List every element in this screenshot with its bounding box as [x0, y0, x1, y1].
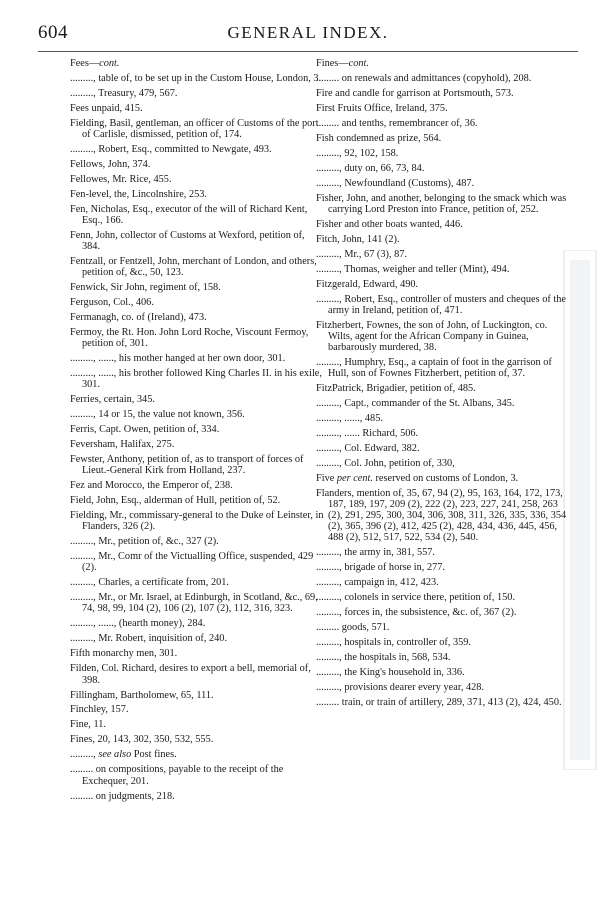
index-entry-text: Fines, 20, 143, 302, 350, 532, 555. [70, 734, 214, 746]
index-entry-text: Fees unpaid, 415. [70, 102, 143, 114]
index-entry-text: ........., colonels in service there, petition of, 150. [316, 592, 516, 604]
index-entry-text: Fitzherbert, Fownes, the son of John, of Luckington, co. Wilts, agent for the African Company in Guinea, barbarously murdered, 38. [316, 319, 548, 354]
index-entry [316, 320, 571, 353]
index-entry [70, 690, 325, 701]
index-entry-text: ........., 92, 102, 158. [316, 147, 399, 159]
index-entry [316, 249, 571, 260]
index-entry [70, 663, 325, 685]
index-entry-text: ........., provisions dearer every year, 428. [316, 682, 485, 694]
index-entry [70, 312, 325, 323]
index-entry-text: ........., Col. John, petition of, 330, [316, 458, 455, 470]
index-entry-text: First Fruits Office, Ireland, 375. [316, 102, 448, 114]
index-entry [70, 551, 325, 573]
index-entry [70, 424, 325, 435]
running-head: GENERAL INDEX. [227, 23, 389, 42]
index-entry [70, 719, 325, 730]
index-entry-tail: reserved on customs of London, 3. [372, 473, 519, 485]
index-entry-text: ........., ......, 485. [316, 413, 383, 425]
index-entry [70, 144, 325, 155]
index-entry-text: ........., Capt., commander of the St. Albans, 345. [316, 398, 515, 410]
index-entry-text: ........., the King's household in, 336. [316, 667, 465, 679]
index-entry-text: ........., brigade of horse in, 277. [316, 562, 445, 574]
index-entry [70, 282, 325, 293]
index-entry [70, 577, 325, 588]
index-entry-text: FitzPatrick, Brigadier, petition of, 485. [316, 383, 476, 395]
index-entry-text: Filden, Col. Richard, desires to export a bell, memorial of, 398. [70, 663, 311, 686]
index-entry [316, 193, 571, 215]
index-entry-text: Fees— [70, 58, 100, 69]
index-entry-text: ........., ......, his mother hanged at her own door, 301. [70, 353, 286, 365]
index-entry [70, 536, 325, 547]
index-entry-text: ........., Treasury, 479, 567. [70, 87, 178, 99]
index-entry-text: Fielding, Mr., commissary-general to the Duke of Leinster, in Flanders, 326 (2). [70, 510, 324, 533]
index-entry-text: ........., ......, his brother followed King Charles II. in his exile, 301. [70, 368, 322, 391]
index-entry-text: Fifth monarchy men, 301. [70, 648, 178, 660]
index-entry [316, 383, 571, 394]
index-entry [316, 667, 571, 678]
index-entry-text: ........., forces in, the subsistence, &c. of, 367 (2). [316, 607, 517, 619]
index-entry [316, 443, 571, 454]
index-entry-italic: cont. [99, 58, 120, 69]
index-entry-text: ........., table of, to be set up in the Custom House, London, 3. [70, 72, 322, 84]
index-entry [70, 409, 325, 420]
index-entry [70, 189, 325, 200]
index-entry-text: Fen-level, the, Lincolnshire, 253. [70, 188, 207, 200]
index-entry-text: Ferries, certain, 345. [70, 394, 155, 406]
index-entry [70, 368, 325, 390]
index-entry-text: Fewster, Anthony, petition of, as to transport of forces of Lieut.-General Kirk from Holland, 237. [70, 454, 304, 477]
index-entry [316, 279, 571, 290]
index-entry [70, 592, 325, 614]
index-entry-text: ........., Mr., 67 (3), 87. [316, 248, 407, 260]
index-entry-text: ........., the army in, 381, 557. [316, 547, 435, 559]
index-entry [316, 488, 571, 543]
index-entry [316, 562, 571, 573]
index-entry-text: ........., [70, 749, 99, 761]
index-entry [316, 413, 571, 424]
index-entry-text: Fentzall, or Fentzell, John, merchant of London, and others, petition of, &c., 50, 123. [70, 256, 317, 279]
index-entry [70, 704, 325, 715]
index-entry [70, 73, 325, 84]
index-entry [316, 428, 571, 439]
index-entry-text: Fermoy, the Rt. Hon. John Lord Roche, Viscount Fermoy, petition of, 301. [70, 327, 309, 350]
index-entry-text: ......... and tenths, remembrancer of, 36. [316, 117, 478, 129]
index-entry-text: Fines— [316, 58, 349, 69]
index-entry-text: Fez and Morocco, the Emperor of, 238. [70, 480, 233, 492]
index-entry [316, 234, 571, 245]
index-entry-text: Feversham, Halifax, 275. [70, 439, 175, 451]
index-entry-text: ......... on judgments, 218. [70, 790, 175, 802]
page-header [38, 22, 578, 44]
index-entry-text: ........., Mr., Comr of the Victualling Office, suspended, 429 (2). [70, 551, 314, 574]
index-entry-text: Finchley, 157. [70, 704, 129, 716]
index-entry [316, 547, 571, 558]
index-entry-text: ........., Humphry, Esq., a captain of foot in the garrison of Hull, son of Fownes Fitzherbert, petition of, 37. [316, 357, 552, 380]
index-entry-text: ......... on renewals and admittances (copyhold), 208. [316, 72, 532, 84]
index-entry-text: ......... train, or train of artillery, 289, 371, 413 (2), 424, 450. [316, 697, 562, 709]
index-entry-text: Ferguson, Col., 406. [70, 297, 154, 309]
index-entry [316, 357, 571, 379]
index-entry-text: Fitzgerald, Edward, 490. [316, 278, 419, 290]
index-entry-text: ........., Thomas, weigher and teller (Mint), 494. [316, 263, 510, 275]
index-entry [316, 219, 571, 230]
index-entry [316, 133, 571, 144]
index-entry [316, 103, 571, 114]
index-entry-text: ........., campaign in, 412, 423. [316, 577, 439, 589]
index-entry-text: ........., ...... Richard, 506. [316, 428, 419, 440]
index-entry-text: ........., duty on, 66, 73, 84. [316, 162, 425, 174]
index-entry-text: ......... goods, 571. [316, 622, 390, 634]
index-entry-text: ........., Charles, a certificate from, 201. [70, 577, 229, 589]
index-entry [70, 297, 325, 308]
index-entry [316, 88, 571, 99]
index-entry [316, 178, 571, 189]
index-entry [70, 439, 325, 450]
index-entry [70, 618, 325, 629]
index-entry [70, 88, 325, 99]
page-number: 604 [38, 22, 68, 43]
index-entry-text: Fielding, Basil, gentleman, an officer of Customs of the port of Carlisle, dismissed, petition of, 174. [70, 117, 319, 141]
index-entry [70, 510, 325, 532]
index-entry-italic: cont. [348, 58, 369, 69]
index-entry-text: Fillingham, Bartholomew, 65, 111. [70, 689, 214, 701]
index-entry-text: Flanders, mention of, 35, 67, 94 (2), 95, 163, 164, 172, 173, 187, 189, 197, 209 (2), 222 (2), 223, 227, 241, 258, 263 (2), 291, 295, 300, 304, 306, 308, 311, 326, 335, 336, 354 (2), 365, 396 (2), 412, 425 (2), 428, 434, 436, 445, 456, 488 (2), 512, 517, 522, 534 (2), 540. [316, 488, 567, 544]
index-entry [70, 734, 325, 745]
index-entry-text: Fellowes, Mr. Rice, 455. [70, 173, 172, 185]
index-entry-text: Fire and candle for garrison at Portsmouth, 573. [316, 87, 514, 99]
index-entry-text: Fish condemned as prize, 564. [316, 132, 442, 144]
index-entry-italic: per cent. [336, 473, 373, 485]
index-entry-text: Ferris, Capt. Owen, petition of, 334. [70, 424, 220, 436]
index-entry [70, 749, 325, 760]
index-entry-text: Fitch, John, 141 (2). [316, 233, 400, 245]
index-entry [70, 327, 325, 349]
index-entry [316, 118, 571, 129]
index-entry-text: ........., the hospitals in, 568, 534. [316, 652, 451, 664]
index-entry-text: Fisher and other boats wanted, 446. [316, 218, 463, 230]
index-entry [316, 652, 571, 663]
index-entry-text: ........., Robert, Esq., committed to Newgate, 493. [70, 144, 272, 156]
index-entry [70, 174, 325, 185]
index-entry [316, 264, 571, 275]
index-entry-text: Fine, 11. [70, 719, 106, 731]
index-entry-text: Fellows, John, 374. [70, 159, 151, 170]
library-stamp-watermark [560, 250, 600, 770]
index-entry [316, 58, 571, 69]
index-entry [70, 495, 325, 506]
index-entry-text: ........., Newfoundland (Customs), 487. [316, 177, 475, 189]
index-entry [316, 73, 571, 84]
index-entry-text: Fenn, John, collector of Customs at Wexford, petition of, 384. [70, 230, 305, 253]
index-entry [316, 682, 571, 693]
index-entry [316, 697, 571, 708]
index-entry-text: ........., Mr., or Mr. Israel, at Edinburgh, in Scotland, &c., 69, 74, 98, 99, 104 (2), 106 (2), 107 (2), 112, 316, 323. [70, 592, 318, 615]
index-entry [316, 294, 571, 316]
index-entry [316, 398, 571, 409]
index-entry [70, 633, 325, 644]
index-entry [316, 607, 571, 618]
index-entry [316, 637, 571, 648]
index-entry-text: ........., Col. Edward, 382. [316, 443, 420, 455]
index-entry [70, 353, 325, 364]
index-entry [316, 163, 571, 174]
index-entry-italic: see also [98, 749, 132, 761]
index-entry-text: ......... on compositions, payable to the receipt of the Exchequer, 201. [70, 764, 284, 787]
left-index-column [70, 58, 325, 805]
index-entry-text: Fen, Nicholas, Esq., executor of the will of Richard Kent, Esq., 166. [70, 203, 308, 227]
index-entry-text: ........., Mr., petition of, &c., 327 (2). [70, 536, 219, 548]
right-index-column [316, 58, 571, 712]
index-entry [316, 473, 571, 484]
index-entry [316, 622, 571, 633]
index-entry-text: ........., ......, (hearth money), 284. [70, 618, 206, 630]
index-entry [70, 118, 325, 140]
index-entry-text: ........., Mr. Robert, inquisition of, 240. [70, 633, 228, 645]
index-entry [70, 103, 325, 114]
index-entry [70, 58, 325, 69]
index-entry [70, 764, 325, 786]
index-entry [316, 458, 571, 469]
index-entry [70, 204, 325, 226]
index-entry [316, 592, 571, 603]
index-entry [70, 230, 325, 252]
index-entry [70, 648, 325, 659]
index-entry-text: ........., 14 or 15, the value not known, 356. [70, 409, 245, 421]
index-entry [70, 256, 325, 278]
index-entry [316, 577, 571, 588]
index-entry-text: Five [316, 473, 337, 485]
index-entry [70, 394, 325, 405]
index-entry-tail: Post fines. [131, 749, 177, 761]
index-entry-text: Field, John, Esq., alderman of Hull, petition of, 52. [70, 495, 281, 507]
index-entry-text: ........., Robert, Esq., controller of musters and cheques of the army in Ireland, petition of, 471. [316, 293, 566, 316]
index-entry-text: Fenwick, Sir John, regiment of, 158. [70, 282, 221, 294]
index-entry-text: Fisher, John, and another, belonging to the smack which was carrying Lord Preston into France, petition of, 252. [316, 192, 567, 215]
index-entry-text: ........., hospitals in, controller of, 359. [316, 637, 472, 649]
header-rule [38, 51, 578, 52]
index-entry [70, 791, 325, 802]
index-entry-text: Fermanagh, co. of (Ireland), 473. [70, 312, 207, 324]
index-entry [70, 480, 325, 491]
index-entry [70, 159, 325, 170]
index-entry [316, 148, 571, 159]
index-entry [70, 454, 325, 476]
